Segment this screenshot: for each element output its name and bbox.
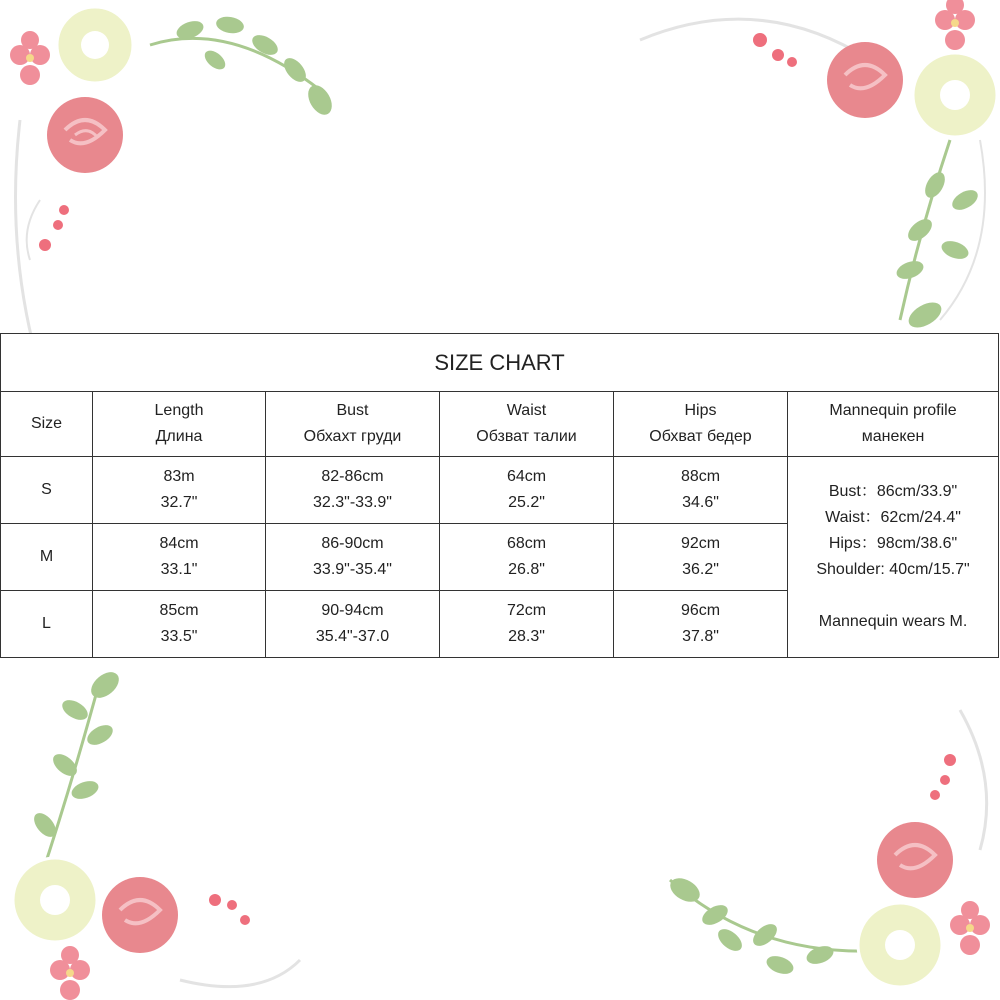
cream-flower-icon [858, 903, 942, 987]
table-row [1, 457, 999, 524]
bust-cell: 82-86cm 32.3"-33.9" [266, 457, 440, 524]
column-header-hips: Hips Обхват бедер [614, 392, 788, 457]
column-header-waist: Waist Обзват талии [440, 392, 614, 457]
length-cell: 85cm 33.5" [93, 591, 266, 658]
pink-blossom-icon [935, 0, 975, 50]
length-cell: 84cm 33.1" [93, 524, 266, 591]
size-cell: M [1, 524, 93, 591]
mannequin-hips: Hips：98cm/38.6" [828, 535, 958, 552]
header-row [1, 392, 999, 457]
rose-icon [827, 42, 903, 118]
floral-decoration-top-right [620, 0, 1000, 340]
mannequin-wears: Mannequin wears M. [818, 613, 968, 630]
cream-flower-icon [57, 7, 133, 83]
floral-decoration-bottom-right [660, 700, 1000, 1000]
waist-cell: 72cm 28.3" [440, 591, 614, 658]
column-header-bust: Bust Обхахт груди [266, 392, 440, 457]
hips-cell: 92cm 36.2" [614, 524, 788, 591]
size-cell: S [1, 457, 93, 524]
size-chart-table [0, 333, 999, 658]
hips-cell: 88cm 34.6" [614, 457, 788, 524]
column-header-size: Size [1, 392, 93, 457]
mannequin-profile-cell [788, 457, 999, 658]
waist-cell: 68cm 26.8" [440, 524, 614, 591]
rose-icon [877, 822, 953, 898]
waist-cell: 64cm 25.2" [440, 457, 614, 524]
column-header-mannequin: Mannequin profile манекен [788, 392, 999, 457]
column-header-length: Length Длина [93, 392, 266, 457]
length-cell: 83m 32.7" [93, 457, 266, 524]
pink-blossom-icon [950, 901, 990, 955]
mannequin-waist: Waist：62cm/24.4" [825, 509, 961, 526]
mannequin-shoulder: Shoulder: 40cm/15.7" [816, 561, 970, 578]
rose-icon [47, 97, 123, 173]
pink-blossom-icon [10, 31, 50, 85]
cream-flower-icon [913, 53, 997, 137]
chart-title: SIZE CHART [1, 334, 999, 392]
floral-decoration-bottom-left [0, 660, 320, 1000]
title-row [1, 334, 999, 392]
hips-cell: 96cm 37.8" [614, 591, 788, 658]
bust-cell: 90-94cm 35.4"-37.0 [266, 591, 440, 658]
mannequin-bust: Bust：86cm/33.9" [828, 483, 958, 500]
size-cell: L [1, 591, 93, 658]
pink-blossom-icon [50, 946, 90, 1000]
bust-cell: 86-90cm 33.9"-35.4" [266, 524, 440, 591]
rose-icon [102, 877, 178, 953]
cream-flower-icon [13, 858, 97, 942]
